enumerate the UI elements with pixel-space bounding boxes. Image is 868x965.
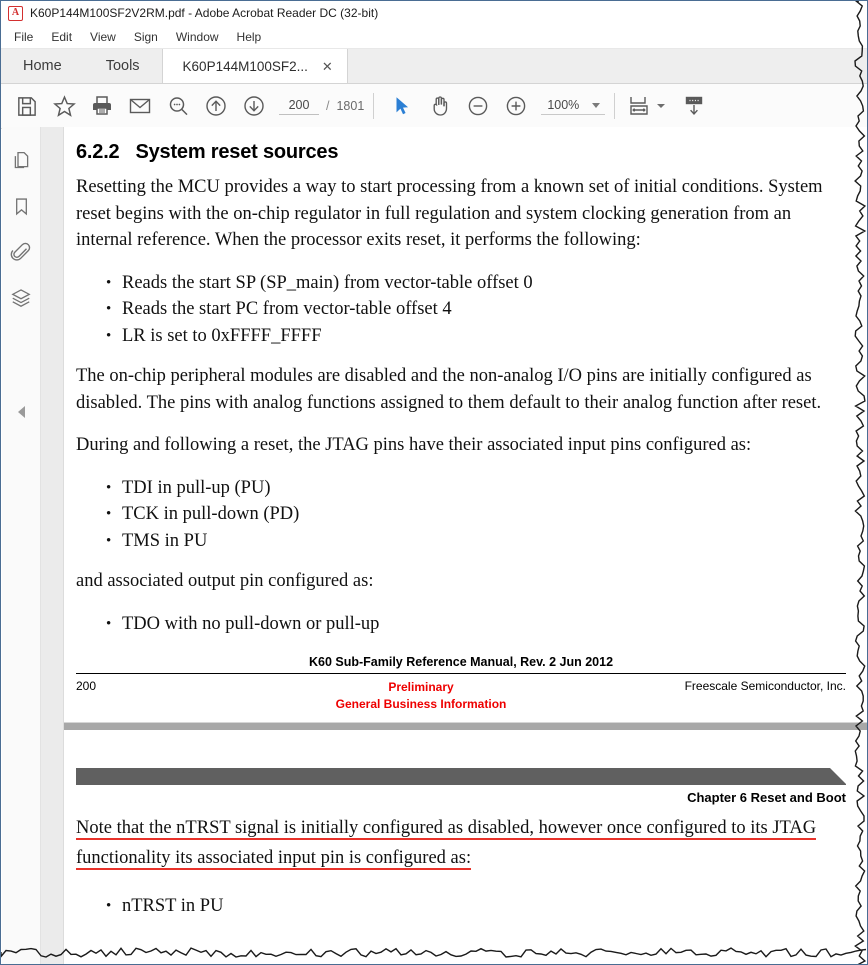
page-gap bbox=[76, 730, 846, 768]
pdf-page bbox=[64, 127, 868, 934]
search-icon[interactable] bbox=[159, 87, 197, 125]
paragraph-output-pin: and associated output pin configured as: bbox=[76, 571, 374, 591]
navigation-rail bbox=[2, 127, 41, 965]
chapter-label: Chapter 6 Reset and Boot bbox=[687, 790, 846, 805]
fit-page-icon[interactable] bbox=[624, 87, 654, 125]
list-ntrst bbox=[76, 893, 846, 920]
menu-help[interactable]: Help bbox=[236, 30, 262, 44]
list-item: • Reads the start SP (SP_main) from vector-table offset 0 bbox=[106, 270, 846, 297]
page-title bbox=[76, 141, 846, 164]
star-icon[interactable] bbox=[45, 87, 83, 125]
toolbar-divider-1 bbox=[373, 93, 374, 119]
footer-status-line-1: Preliminary bbox=[388, 680, 454, 694]
red-underline-annotation: Note that the nTRST signal is initially configured as disabled, however once configured to its JTAG functionality its associated input pin is configured as: bbox=[76, 818, 817, 868]
page-thumbnails-icon[interactable] bbox=[2, 137, 40, 183]
page-footer bbox=[76, 655, 846, 713]
footer-status-line-2: General Business Information bbox=[335, 697, 507, 711]
list-item: • LR is set to 0xFFFF_FFFF bbox=[106, 323, 846, 350]
footer-status bbox=[196, 679, 646, 713]
page-number-input[interactable] bbox=[279, 97, 319, 115]
menu-edit[interactable]: Edit bbox=[51, 30, 73, 44]
previous-page-icon[interactable] bbox=[197, 87, 235, 125]
next-page-icon[interactable] bbox=[235, 87, 273, 125]
select-cursor-icon[interactable] bbox=[383, 87, 421, 125]
paragraph-intro: Resetting the MCU provides a way to start processing from a known set of initial conditions. System reset begins with the on-chip regulator in full regulation and system clocking generation from an internal reference. When the processor exits reset, it performs the following: bbox=[76, 177, 823, 250]
work-area bbox=[2, 127, 868, 965]
chapter-banner bbox=[76, 768, 846, 785]
attachments-icon[interactable] bbox=[2, 229, 40, 275]
page-navigator bbox=[279, 97, 364, 115]
zoom-out-icon[interactable] bbox=[459, 87, 497, 125]
toolbar bbox=[1, 84, 867, 129]
chevron-down-icon bbox=[592, 103, 600, 108]
title-bar bbox=[1, 1, 867, 26]
layers-icon[interactable] bbox=[2, 275, 40, 321]
paragraph-jtag: During and following a reset, the JTAG pins have their associated input pins configured as: bbox=[76, 435, 752, 455]
scroll-down-icon[interactable] bbox=[675, 87, 713, 125]
page-separator-bar bbox=[64, 722, 868, 730]
panel-gutter bbox=[41, 127, 64, 965]
section-number: 6.2.2 bbox=[76, 141, 120, 163]
list-item: • TCK in pull-down (PD) bbox=[106, 501, 846, 528]
close-icon[interactable]: ✕ bbox=[321, 58, 333, 74]
page-separator: / bbox=[326, 99, 330, 113]
acrobat-logo-icon: A bbox=[8, 6, 23, 21]
list-item: • TDO with no pull-down or pull-up bbox=[106, 611, 846, 638]
email-icon[interactable] bbox=[121, 87, 159, 125]
list-item: • TMS in PU bbox=[106, 528, 846, 555]
hand-icon[interactable] bbox=[421, 87, 459, 125]
tab-document[interactable] bbox=[162, 49, 348, 83]
menu-file[interactable]: File bbox=[14, 30, 34, 44]
tab-document-label: K60P144M100SF2... bbox=[182, 58, 308, 74]
footer-row bbox=[76, 674, 846, 713]
list-item: • TDI in pull-up (PU) bbox=[106, 475, 846, 502]
bookmarks-icon[interactable] bbox=[2, 183, 40, 229]
paragraph-ntrst-annotated bbox=[76, 813, 846, 873]
print-icon[interactable] bbox=[83, 87, 121, 125]
collapse-panel-arrow-icon[interactable] bbox=[2, 382, 40, 442]
list-reset-steps bbox=[76, 270, 846, 350]
zoom-level-dropdown[interactable] bbox=[541, 97, 605, 115]
section-title: System reset sources bbox=[135, 141, 339, 163]
footer-publisher: Freescale Semiconductor, Inc. bbox=[684, 679, 846, 693]
toolbar-divider-2 bbox=[614, 93, 615, 119]
footer-page-number: 200 bbox=[76, 679, 97, 693]
zoom-in-icon[interactable] bbox=[497, 87, 535, 125]
menu-sign[interactable]: Sign bbox=[133, 30, 158, 44]
menu-bar bbox=[1, 26, 867, 49]
tab-home[interactable]: Home bbox=[1, 49, 84, 83]
list-jtag-inputs bbox=[76, 475, 846, 555]
page-total-count: 1801 bbox=[336, 99, 365, 113]
menu-view[interactable]: View bbox=[90, 30, 116, 44]
save-icon[interactable] bbox=[7, 87, 45, 125]
window-title: K60P144M100SF2V2RM.pdf - Adobe Acrobat Reader DC (32-bit) bbox=[30, 6, 379, 20]
list-item: • Reads the start PC from vector-table offset 4 bbox=[106, 296, 846, 323]
list-item: • nTRST in PU bbox=[106, 893, 846, 920]
footer-manual-title: K60 Sub-Family Reference Manual, Rev. 2 Jun 2012 bbox=[76, 655, 846, 674]
tab-tools[interactable]: Tools bbox=[84, 49, 162, 83]
zoom-level-value: 100% bbox=[547, 98, 580, 112]
paragraph-peripherals: The on-chip peripheral modules are disabled and the non-analog I/O pins are initially configured as disabled. The pins with analog functions assigned to them default to their analog function after reset. bbox=[76, 366, 822, 413]
fit-page-chevron-down-icon[interactable] bbox=[657, 104, 665, 108]
tab-strip bbox=[1, 49, 867, 84]
document-viewport[interactable] bbox=[64, 127, 868, 965]
menu-window[interactable]: Window bbox=[175, 30, 219, 44]
list-jtag-outputs bbox=[76, 611, 846, 638]
